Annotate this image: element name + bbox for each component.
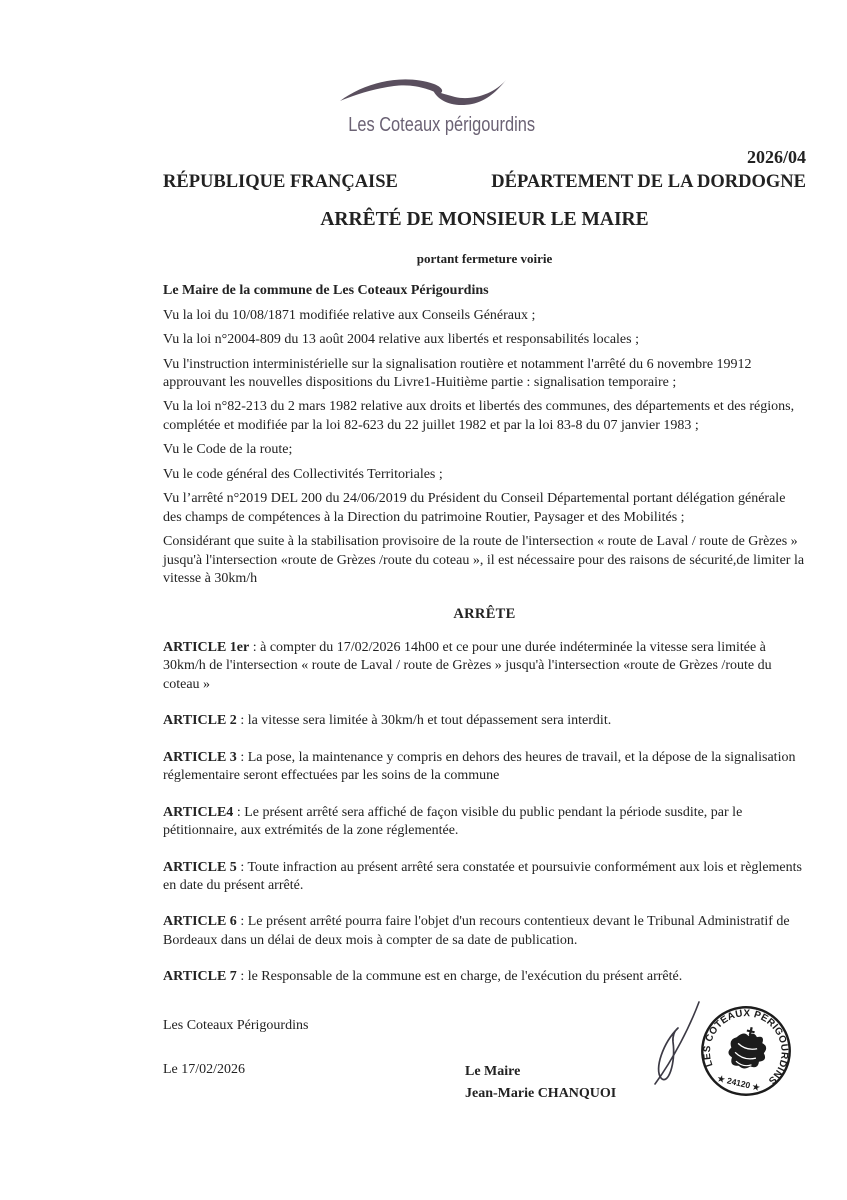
signer-title: Le Maire <box>465 1064 521 1080</box>
seal-crest-icon <box>726 1023 771 1072</box>
article-1-text: : à compter du 17/02/2026 14h00 et ce pour une durée indéterminée la vitesse sera limitée à 30km/h de l'intersection « route de Laval / route de Grèzes » jusqu'à l'intersection «route de Grèzes /route du coteau » <box>163 639 772 692</box>
logo-text: Les Coteaux périgourdins <box>348 114 536 136</box>
article-5-text: : Toute infraction au présent arrêté sera constatée et poursuivie conformément aux lois et règlements en date du présent arrêté. <box>163 859 802 893</box>
commune-logo <box>332 70 536 137</box>
clause-considerant: Considérant que suite à la stabilisation provisoire de la route de l'intersection « route de Laval / route de Grèzes » jusqu'à l'intersection «route de Grèzes /route du coteau », il est nécessaire pour des raisons de sécurité,de limiter la vitesse à 30km/h <box>163 534 805 587</box>
article-5 <box>163 859 806 896</box>
article-6 <box>163 913 806 950</box>
article-3-text: : La pose, la maintenance y compris en dehors des heures de travail, et la dépose de la signalisation réglementaire seront effectuées par les soins de la commune <box>163 749 796 784</box>
header-row <box>163 170 806 194</box>
article-2-text: : la vitesse sera limitée à 30km/h et tout dépassement sera interdit. <box>236 713 612 729</box>
article-1 <box>163 639 806 694</box>
article-2 <box>163 712 806 730</box>
reference-number: 2026/04 <box>746 147 806 167</box>
article-6-text: : Le présent arrêté pourra faire l'objet d'un recours contentieux devant le Tribunal Administratif de Bordeaux dans un délai de deux mois à compter de sa date de publication. <box>163 914 790 948</box>
clause-vu-6: Vu le code général des Collectivités Territoriales ; <box>163 466 443 482</box>
clause-vu-5: Vu le Code de la route; <box>163 442 293 458</box>
clause-vu-2: Vu la loi n°2004-809 du 13 août 2004 relative aux libertés et responsabilités locales ; <box>163 332 639 348</box>
article-7-text: : le Responsable de la commune est en charge, de l'exécution du présent arrêté. <box>236 969 683 985</box>
clause-vu-7: Vu l’arrêté n°2019 DEL 200 du 24/06/2019 du Président du Conseil Départemental portant délégation générale des champs de compétences à la Direction du patrimoine Routier, Paysager et des Mobilités ; <box>163 491 786 525</box>
signer-block <box>465 1061 616 1104</box>
article-4-text: : Le présent arrêté sera affiché de façon visible du public pendant la période susdite, par le pétitionnaire, aux extrémités de la zone réglementée. <box>163 804 743 839</box>
decree-heading: ARRÊTE <box>453 605 516 622</box>
article-3-label: ARTICLE 3 <box>163 749 237 765</box>
article-3 <box>163 749 806 786</box>
seal-postal-code: ★ 24120 ★ <box>716 1073 761 1093</box>
article-5-label: ARTICLE 5 <box>163 859 237 875</box>
article-2-label: ARTICLE 2 <box>163 713 237 729</box>
seal-ring-text: LES COTEAUX PERIGOURDINS <box>701 1008 790 1087</box>
document-body <box>163 148 806 1105</box>
clause-vu-4: Vu la loi n°82-213 du 2 mars 1982 relative aux droits et libertés des communes, des départements et des régions, complétée et modifiée par la loi 82-623 du 22 juillet 1982 et par la loi 83-8 du 07 janvier 1983 ; <box>163 399 795 433</box>
signature-date: Le 17/02/2026 <box>163 1062 246 1078</box>
article-7-label: ARTICLE 7 <box>163 969 237 985</box>
document-title: ARRÊTÉ DE MONSIEUR LE MAIRE <box>320 209 649 231</box>
republic-label: RÉPUBLIQUE FRANÇAISE <box>163 171 398 192</box>
clause-vu-1: Vu la loi du 10/08/1871 modifiée relative aux Conseils Généraux ; <box>163 307 536 323</box>
signer-name: Jean-Marie CHANQUOI <box>465 1086 617 1102</box>
article-6-label: ARTICLE 6 <box>163 914 237 930</box>
article-7 <box>163 968 806 986</box>
department-label: DÉPARTEMENT DE LA DORDOGNE <box>491 171 806 192</box>
mayor-intro: Le Maire de la commune de Les Coteaux Périgourdins <box>163 283 489 299</box>
footer-commune-name: Les Coteaux Périgourdins <box>163 1017 309 1033</box>
article-4-label: ARTICLE4 <box>163 804 234 820</box>
article-4 <box>163 804 806 841</box>
document-subtitle: portant fermeture voirie <box>416 250 553 266</box>
article-1-label: ARTICLE 1er <box>163 639 250 655</box>
logo-swoosh-icon <box>336 70 508 112</box>
clause-vu-3: Vu l'instruction interministérielle sur la signalisation routière et notamment l'arrêté du 6 novembre 19912 approuvant les nouvelles dispositions du Livre1-Huitième partie : signalisation temporaire ; <box>163 356 752 390</box>
